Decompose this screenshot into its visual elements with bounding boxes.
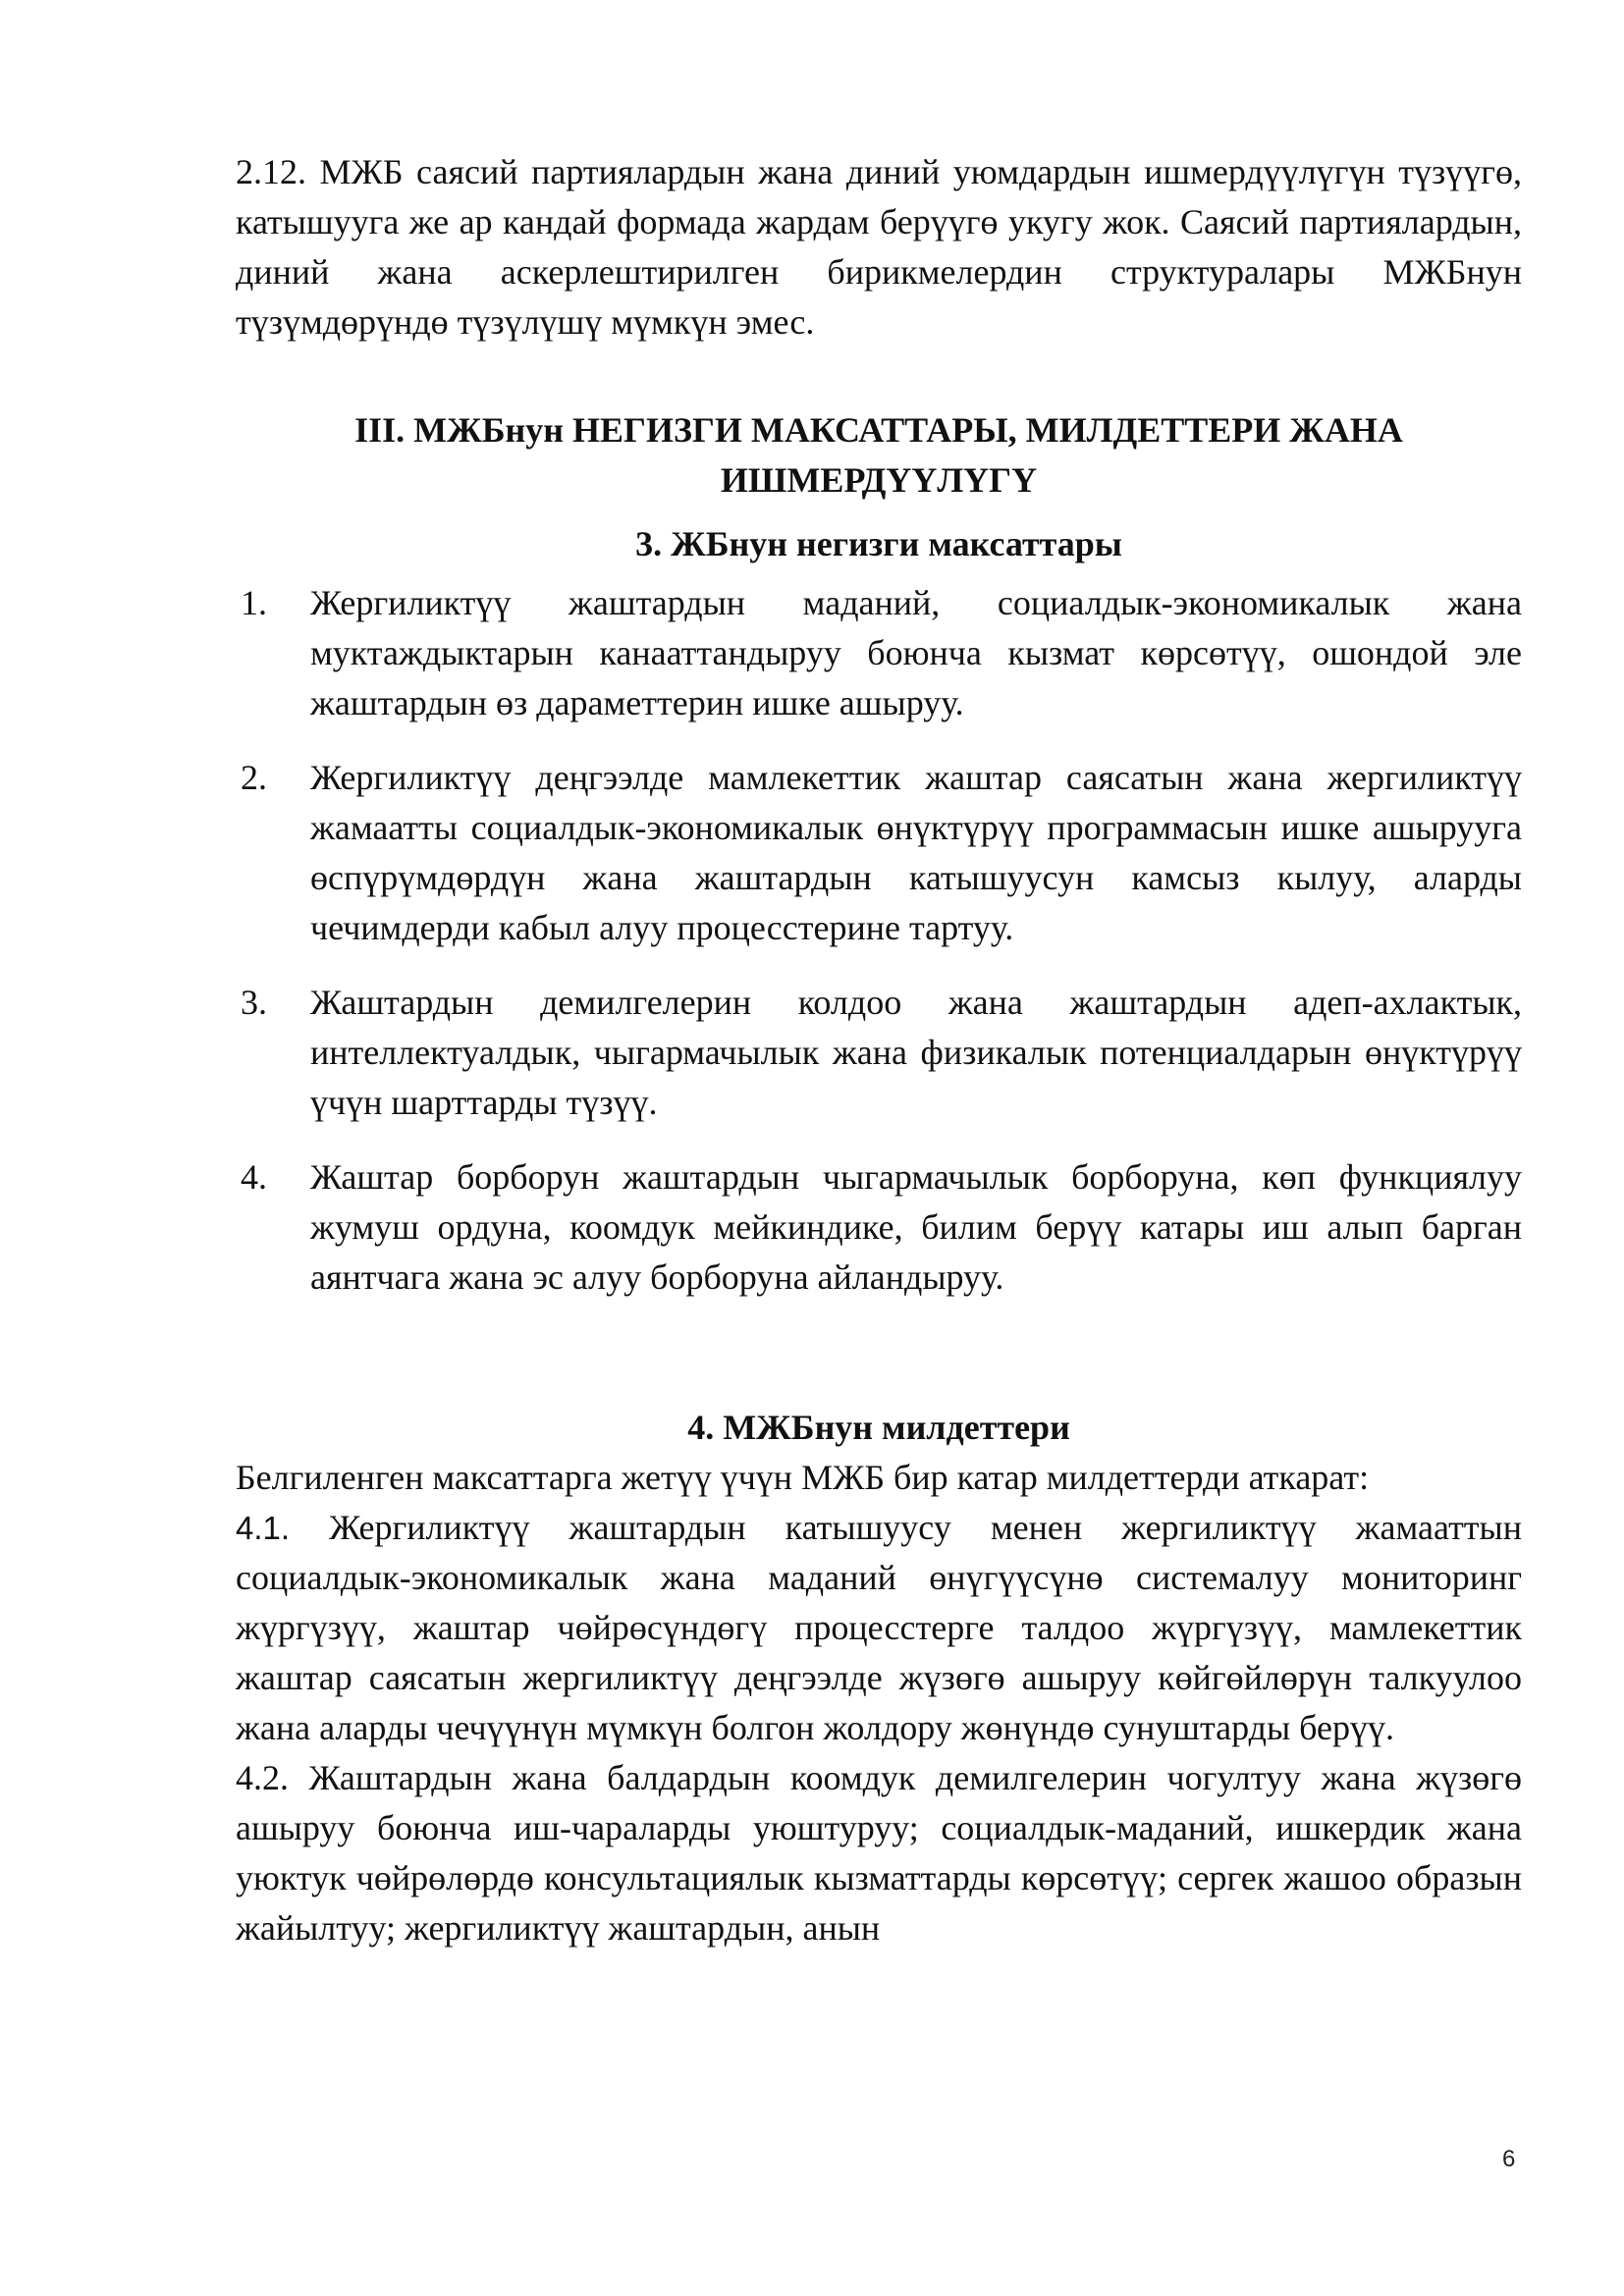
task-4-2: 4.2. Жаштардын жана балдардын коомдук демилгелерин чогултуу жана жүзөгө ашыруу боюнча иш-чараларды уюштуруу; социалдык-маданий, ишкердик жана уюктук чөйрөлөрдө консультациялык кызматтарды көрсөтүү; сергек жашоо образын жайылтуу; жергиликтүү жаштардын, анын — [236, 1758, 1522, 1948]
tasks-title: 4. МЖБнун милдеттери — [687, 1408, 1070, 1447]
goal-number: 4. — [241, 1157, 267, 1197]
page-number: 6 — [1502, 2146, 1516, 2172]
goal-item — [236, 578, 1522, 728]
goal-text: Жергиликтүү деңгээлде мамлекеттик жаштар саясатын жана жергиликтүү жамаатты социалдык-экономикалык өнүктүрүү программасын ишке ашырууга өспүрүмдөрдүн жана жаштардын катышуусун камсыз кылуу, аларды чечимдерди кабыл алуу процесстерине тартуу. — [310, 758, 1522, 947]
task-4-1 — [236, 1503, 1522, 1753]
task-4-1-text: Жергиликтүү жаштардын катышуусу менен жергиликтүү жамааттын социалдык-экономикалык жана маданий өнүгүүсүнө системалуу мониторинг жүргүзүү, жаштар чөйрөсүндөгү процесстерге талдоо жүргүзүү, мамлекеттик жаштар саясатын жергиликтүү деңгээлде жүзөгө ашыруу көйгөйлөрүн талкуулоо жана аларды чечүүнүн мүмкүн болгон жолдору жөнүндө сунуштарды берүү. — [236, 1508, 1522, 1747]
section-3-title-line-1: III. МЖБнун НЕГИЗГИ МАКСАТТАРЫ, МИЛДЕТТЕРИ ЖАНА — [354, 410, 1403, 450]
tasks-intro: Белгиленген максаттарга жетүү үчүн МЖБ бир катар милдеттерди аткарат: — [236, 1458, 1370, 1497]
goal-text: Жергиликтүү жаштардын маданий, социалдык-экономикалык жана муктаждыктарын канааттандыруу боюнча кызмат көрсөтүү, ошондой эле жаштардын өз дараметтерин ишке ашыруу. — [310, 583, 1522, 722]
goal-number: 1. — [241, 583, 267, 622]
goal-text: Жаштардын демилгелерин колдоо жана жаштардын адеп-ахлактык, интеллектуалдык, чыгармачылык жана физикалык потенциалдарын өнүктүрүү үчүн шарттарды түзүү. — [310, 983, 1522, 1122]
task-4-1-number: 4.1. — [236, 1510, 291, 1546]
goal-item — [236, 978, 1522, 1128]
goal-item — [236, 753, 1522, 953]
document-page — [236, 147, 1522, 1953]
goal-number: 3. — [241, 983, 267, 1022]
goal-text: Жаштар борборун жаштардын чыгармачылык борборуна, көп функциялуу жумуш ордуна, коомдук мейкиндике, билим берүү катары иш алып барган аянтчага жана эс алуу борборуна айландыруу. — [310, 1157, 1522, 1297]
goal-number: 2. — [241, 758, 267, 797]
section-3-title-line-2: ИШМЕРДҮҮЛҮГҮ — [720, 460, 1038, 500]
section-3-title — [236, 405, 1522, 506]
paragraph-2-12: 2.12. МЖБ саясий партиялардын жана диний уюмдардын ишмердүүлүгүн түзүүгө, катышууга же ар кандай формада жардам берүүгө укугу жок. Саясий партиялардын, диний жана аскерлештирилген бирикмелердин структуралары МЖБнун түзүмдөрүндө түзүлүшү мүмкүн эмес. — [236, 152, 1522, 342]
goals-list — [236, 578, 1522, 1303]
goal-item — [236, 1152, 1522, 1303]
goals-title: 3. ЖБнун негизги максаттары — [635, 524, 1122, 563]
